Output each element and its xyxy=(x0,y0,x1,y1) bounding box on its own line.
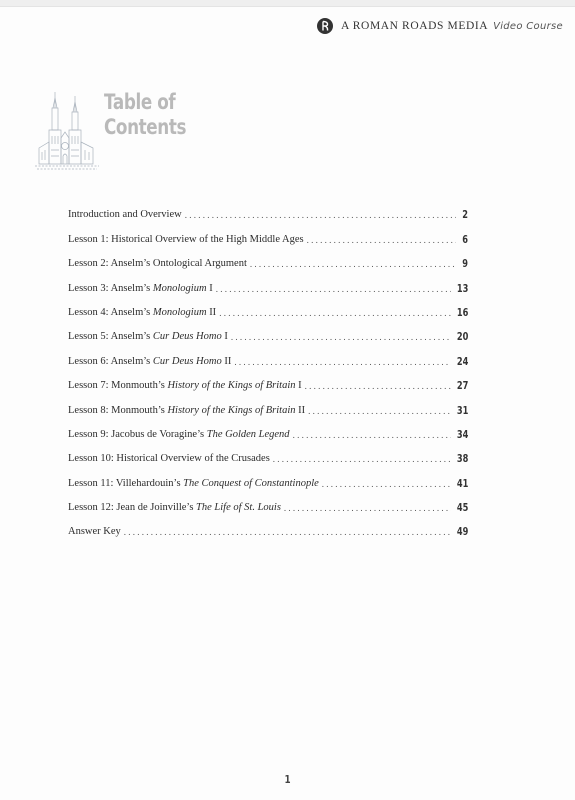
toc-work-title: The Golden Legend xyxy=(206,428,290,440)
dot-leader xyxy=(219,306,451,320)
toc-page-number: 13 xyxy=(456,281,468,295)
toc-page-number: 31 xyxy=(456,403,468,417)
toc-title-text: Answer Key xyxy=(68,526,121,538)
toc-entry-title xyxy=(68,257,247,271)
toc-title-text: Lesson 12: Jean de Joinville’s xyxy=(68,502,197,514)
toc-entry-title xyxy=(68,477,319,491)
toc-title-text: Lesson 5: Anselm’s xyxy=(68,331,153,343)
dot-leader xyxy=(308,404,451,418)
toc-work-title: History of the Kings of Britain xyxy=(167,404,296,416)
dot-leader xyxy=(234,355,450,369)
toc-title-suffix: I xyxy=(295,380,302,392)
toc-title-text: Lesson 8: Monmouth’s xyxy=(68,404,168,416)
toc-title-suffix: II xyxy=(295,404,306,416)
toc-page-number: 16 xyxy=(456,305,468,319)
toc-title-text: Lesson 6: Anselm’s xyxy=(68,355,153,367)
toc-entry-title xyxy=(68,330,228,344)
toc-entry xyxy=(68,247,468,271)
toc-entry xyxy=(68,515,468,539)
toc-page-number: 9 xyxy=(462,257,468,271)
toc-work-title: The Conquest of Constantinople xyxy=(183,477,319,489)
toc-title-text: Lesson 4: Anselm’s xyxy=(68,306,153,318)
toc-title-text: Lesson 10: Historical Overview of the Crusades xyxy=(68,453,270,465)
brand-header xyxy=(317,18,563,34)
toc-work-title: The Life of St. Louis xyxy=(196,502,281,514)
dot-leader xyxy=(216,282,451,296)
toc-title-suffix: I xyxy=(206,282,213,294)
toc-entry-title xyxy=(68,404,305,418)
toc-work-title: Monologium xyxy=(152,306,207,318)
toc-entry-title xyxy=(68,355,231,369)
toc-entry-title xyxy=(68,428,290,442)
toc-work-title: Cur Deus Homo xyxy=(152,331,222,343)
toc-page-number: 6 xyxy=(462,232,468,246)
dot-leader xyxy=(307,233,456,247)
toc-title-text: Lesson 7: Monmouth’s xyxy=(68,380,168,392)
toc-entry-title xyxy=(68,208,182,222)
toc-entry xyxy=(68,466,468,490)
toc-entry-title xyxy=(68,379,302,393)
toc-title-text: Lesson 2: Anselm’s Ontological Argument xyxy=(68,258,247,270)
toc-page-number: 34 xyxy=(456,427,468,441)
toc-entry xyxy=(68,418,468,442)
toc-entry-title xyxy=(68,452,270,466)
toc-page-number: 20 xyxy=(456,330,468,344)
toc-entry xyxy=(68,198,468,222)
toc-entry-title xyxy=(68,233,304,247)
toc-title-text: Lesson 3: Anselm’s xyxy=(68,282,153,294)
toc-title-text: Lesson 1: Historical Overview of the High Middle Ages xyxy=(68,233,304,245)
brand-subtitle: Video Course xyxy=(493,21,563,32)
toc-entry-title xyxy=(68,501,281,515)
toc-page-number: 41 xyxy=(456,476,468,490)
toc-entry xyxy=(68,442,468,466)
page-title xyxy=(104,90,186,140)
toc-title-suffix: II xyxy=(206,306,217,318)
brand-title xyxy=(341,20,563,32)
table-of-contents xyxy=(68,198,468,539)
toc-entry xyxy=(68,296,468,320)
toc-work-title: Cur Deus Homo xyxy=(152,355,222,367)
toc-page-number: 45 xyxy=(456,501,468,515)
page-number: 1 xyxy=(284,773,291,786)
toc-title-text: Lesson 9: Jacobus de Voragine’s xyxy=(68,428,207,440)
dot-leader xyxy=(322,477,451,491)
dot-leader xyxy=(185,208,456,222)
dot-leader xyxy=(231,330,451,344)
toc-entry-title xyxy=(68,525,121,539)
toc-entry xyxy=(68,271,468,295)
toc-title-suffix: II xyxy=(221,355,232,367)
dot-leader xyxy=(124,525,451,539)
toc-page-number: 2 xyxy=(462,208,468,222)
toc-title-text: Lesson 11: Villehardouin’s xyxy=(68,477,184,489)
title-line-1: Table of xyxy=(104,90,176,114)
dot-leader xyxy=(284,501,451,515)
toc-page-number: 49 xyxy=(456,525,468,539)
roman-roads-logo-icon xyxy=(317,18,333,34)
toc-entry xyxy=(68,369,468,393)
toc-entry xyxy=(68,222,468,246)
toc-entry-title xyxy=(68,306,216,320)
page-top-edge xyxy=(0,0,575,7)
dot-leader xyxy=(273,452,451,466)
title-line-2: Contents xyxy=(104,115,187,139)
dot-leader xyxy=(250,257,456,271)
toc-title-suffix: I xyxy=(221,331,228,343)
brand-name: A ROMAN ROADS MEDIA xyxy=(341,20,488,32)
toc-entry-title xyxy=(68,282,213,296)
toc-page-number: 38 xyxy=(456,452,468,466)
dot-leader xyxy=(305,379,451,393)
toc-work-title: Monologium xyxy=(152,282,207,294)
toc-entry xyxy=(68,344,468,368)
dot-leader xyxy=(293,428,451,442)
toc-title-text: Introduction and Overview xyxy=(68,209,182,221)
toc-page-number: 27 xyxy=(456,379,468,393)
toc-entry xyxy=(68,491,468,515)
toc-entry xyxy=(68,393,468,417)
toc-entry xyxy=(68,320,468,344)
cathedral-illustration xyxy=(33,90,103,172)
toc-work-title: History of the Kings of Britain xyxy=(167,380,296,392)
toc-page-number: 24 xyxy=(456,354,468,368)
